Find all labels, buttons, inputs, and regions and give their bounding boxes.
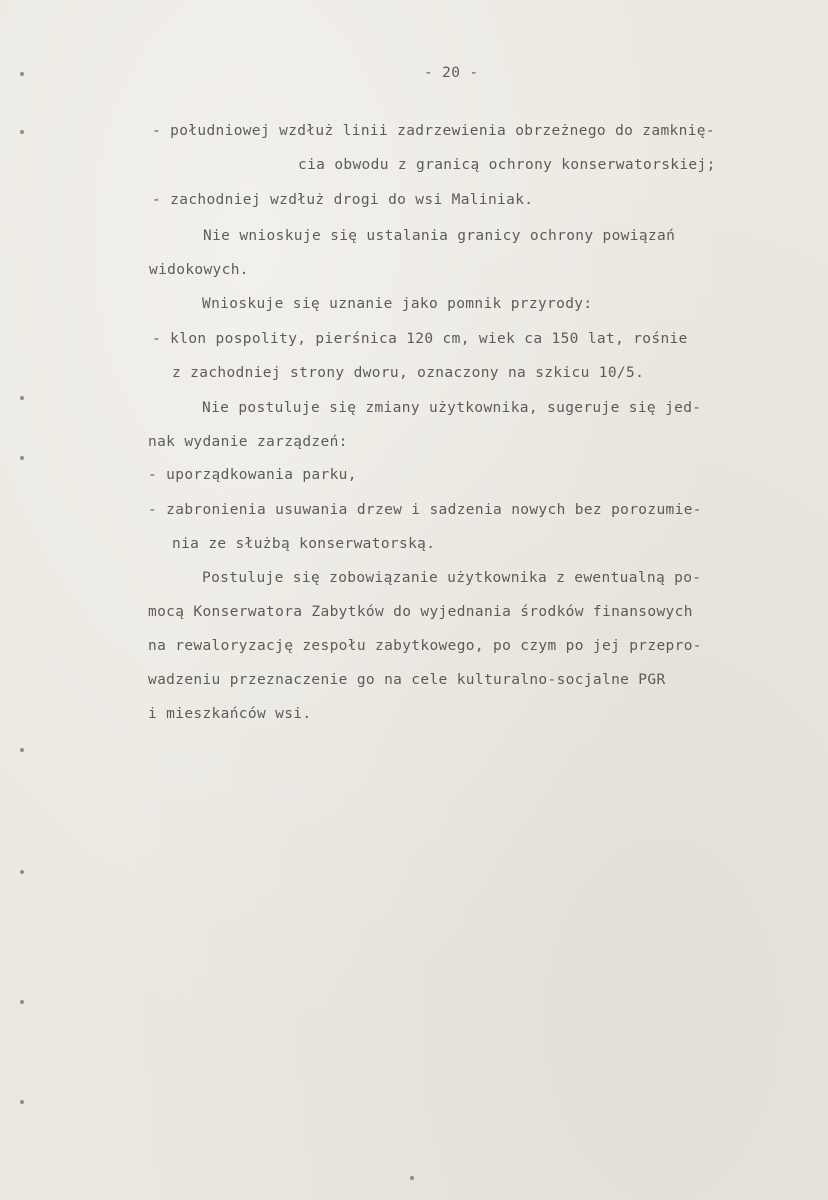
text-line-15: mocą Konserwatora Zabytków do wyjednania środków finansowych <box>148 604 693 620</box>
binder-mark <box>20 72 24 76</box>
bottom-mark <box>410 1176 414 1180</box>
binder-mark <box>20 1000 24 1004</box>
text-line-1: - południowej wzdłuż linii zadrzewienia obrzeżnego do zamknię- <box>152 123 715 139</box>
binder-mark <box>20 748 24 752</box>
text-line-13: nia ze służbą konserwatorską. <box>172 536 436 552</box>
binder-mark <box>20 870 24 874</box>
text-line-11: - uporządkowania parku, <box>148 467 357 483</box>
binder-mark <box>20 396 24 400</box>
page-number: - 20 - <box>424 65 479 81</box>
text-line-18: i mieszkańców wsi. <box>148 706 312 722</box>
text-line-9: Nie postuluje się zmiany użytkownika, sugeruje się jed- <box>202 400 702 416</box>
text-line-7: - klon pospolity, pierśnica 120 cm, wiek ca 150 lat, rośnie <box>152 331 688 347</box>
text-line-16: na rewaloryzację zespołu zabytkowego, po czym po jej przepro- <box>148 638 702 654</box>
text-line-8: z zachodniej strony dworu, oznaczony na szkicu 10/5. <box>172 365 645 381</box>
binder-mark <box>20 1100 24 1104</box>
text-line-3: - zachodniej wzdłuż drogi do wsi Maliniak. <box>152 192 534 208</box>
text-line-17: wadzeniu przeznaczenie go na cele kulturalno-socjalne PGR <box>148 672 666 688</box>
text-line-14: Postuluje się zobowiązanie użytkownika z ewentualną po- <box>202 570 702 586</box>
text-line-4: Nie wnioskuje się ustalania granicy ochrony powiązań <box>203 228 676 244</box>
text-line-10: nak wydanie zarządzeń: <box>148 434 348 450</box>
text-line-2: cia obwodu z granicą ochrony konserwatorskiej; <box>298 157 716 173</box>
binder-mark <box>20 130 24 134</box>
text-line-12: - zabronienia usuwania drzew i sadzenia nowych bez porozumie- <box>148 502 702 518</box>
text-line-5: widokowych. <box>149 262 249 278</box>
binder-mark <box>20 456 24 460</box>
text-line-6: Wnioskuje się uznanie jako pomnik przyrody: <box>202 296 593 312</box>
